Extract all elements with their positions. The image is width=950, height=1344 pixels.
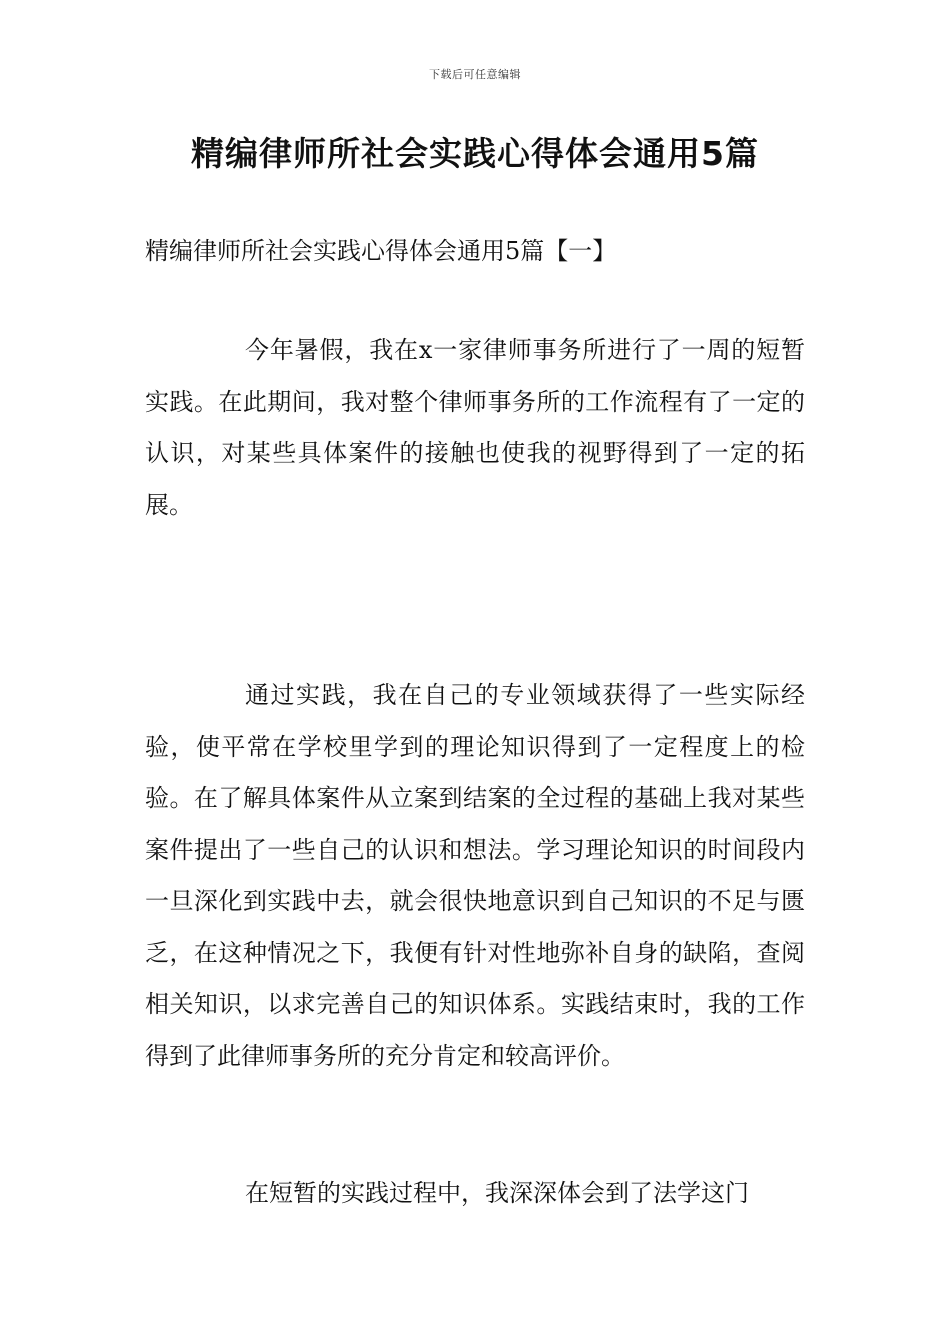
document-title: 精编律师所社会实践心得体会通用5篇: [191, 134, 759, 173]
body-paragraph-1: 今年暑假，我在x一家律师事务所进行了一周的短暂实践。在此期间，我对整个律师事务所的工作流程有了一定的认识，对某些具体案件的接触也使我的视野得到了一定的拓展。: [145, 336, 805, 519]
body-paragraph-3: 在短暂的实践过程中，我深深体会到了法学这门: [245, 1179, 749, 1207]
header-note: 下载后可任意编辑: [429, 68, 521, 81]
section-heading: 精编律师所社会实践心得体会通用5篇【一】: [145, 237, 617, 265]
body-paragraph-2: 通过实践，我在自己的专业领域获得了一些实际经验，使平常在学校里学到的理论知识得到了一定程度上的检验。在了解具体案件从立案到结案的全过程的基础上我对某些案件提出了一些自己的认识和想法。学习理论知识的时间段内一旦深化到实践中去，就会很快地意识到自己知识的不足与匮乏，在这种情况之下，我便有针对性地弥补自身的缺陷，查阅相关知识，以求完善自己的知识体系。实践结束时，我的工作得到了此律师事务所的充分肯定和较高评价。: [145, 681, 805, 1070]
